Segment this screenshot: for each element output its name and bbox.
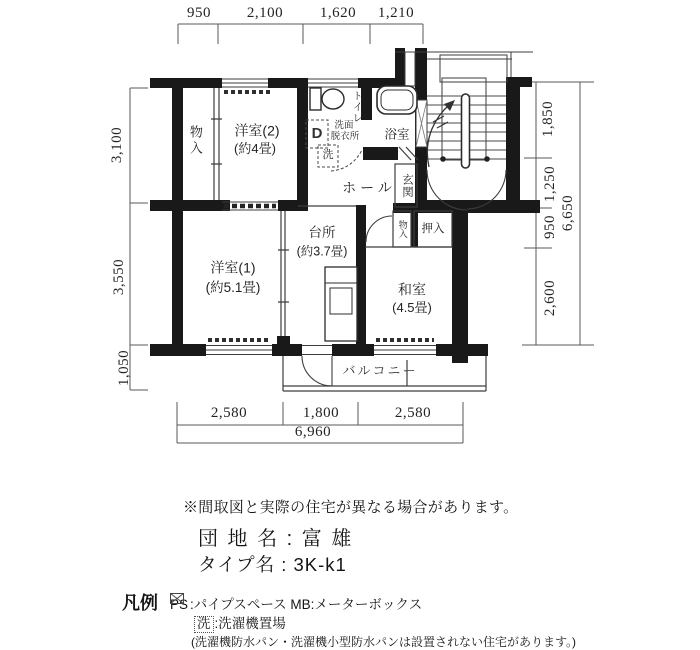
- room-label-kitchen-size: (約3.7畳): [296, 244, 348, 259]
- washroom-door-arc: [331, 150, 362, 171]
- room-label-storage-left: 物入: [187, 125, 203, 157]
- legend-ps-line: [170, 593, 422, 613]
- room-label-western1-size: (約5.1畳): [205, 279, 261, 295]
- japanese-room-door-arc: [366, 216, 392, 242]
- room-label-western1: 洋室(1): [210, 259, 256, 276]
- dim-bottom-total: 6,960: [294, 424, 332, 441]
- room-label-japanese: 和室: [398, 281, 426, 298]
- room-label-western2: 洋室(2): [234, 122, 280, 139]
- kitchen-counter: [325, 267, 357, 341]
- dim-right-1: 1,850: [540, 100, 557, 138]
- room-label-oshiire: 押入: [421, 222, 445, 235]
- room-label-washroom-2: 脱衣所: [330, 131, 360, 143]
- room-label-western2-size: (約4畳): [234, 141, 276, 157]
- washbasin-symbol: D: [311, 125, 323, 143]
- legend-note: (洗濯機防水パン・洗濯機小型防水パンは設置されない住宅があります。): [191, 635, 577, 649]
- legend-wash-desc: :洗濯機置場: [214, 616, 286, 631]
- legend-title: 凡例: [122, 593, 158, 613]
- bathtub-icon: [377, 86, 417, 114]
- room-label-hall: ホール: [342, 179, 396, 196]
- dim-right-3: 950: [542, 215, 559, 239]
- dim-bottom-2: 1,800: [302, 405, 340, 422]
- dim-top-1: 950: [187, 5, 211, 22]
- dim-top-4: 1,210: [377, 5, 415, 22]
- dim-right-2: 1,250: [542, 165, 559, 203]
- disclaimer-text: ※間取図と実際の住宅が異なる場合があります。: [183, 499, 519, 516]
- dim-bottom-3: 2,580: [394, 405, 432, 422]
- legend-ps-desc: :パイプスペース MB:メーターボックス: [190, 597, 423, 612]
- dim-top-2: 2,100: [246, 5, 284, 22]
- legend-ps-label: PS: [170, 597, 189, 612]
- room-label-balcony: バルコニー: [342, 363, 418, 379]
- sliding-door: [222, 202, 278, 210]
- type-name-line: タイプ名 : 3K-k1: [198, 554, 347, 575]
- room-label-kitchen: 台所: [308, 224, 336, 240]
- room-label-storage-small: 物入: [397, 220, 408, 238]
- washing-machine-symbol: 洗: [322, 149, 334, 162]
- dim-top-3: 1,620: [319, 5, 357, 22]
- dim-left-3: 1,050: [116, 349, 133, 387]
- room-label-japanese-size: (4.5畳): [392, 300, 432, 316]
- dim-left-1: 3,100: [109, 126, 126, 164]
- room-label-bath: 浴室: [384, 127, 410, 142]
- dim-left-2: 3,550: [111, 258, 128, 296]
- room-label-toilet: トイレ: [350, 90, 362, 124]
- legend-wash-line: [194, 612, 286, 633]
- balcony-door-arc: [302, 356, 332, 386]
- dim-right-4: 2,600: [542, 279, 559, 317]
- washing-machine-legend-icon: 洗: [194, 616, 214, 633]
- dim-right-total: 6,650: [560, 194, 577, 232]
- room-label-entrance: 玄関: [401, 173, 414, 199]
- toilet-icon: [310, 88, 344, 110]
- estate-name-line: 団 地 名 : 富 雄: [198, 528, 354, 550]
- dim-bottom-1: 2,580: [210, 405, 248, 422]
- room-label-washroom-1: 洗面: [334, 120, 354, 132]
